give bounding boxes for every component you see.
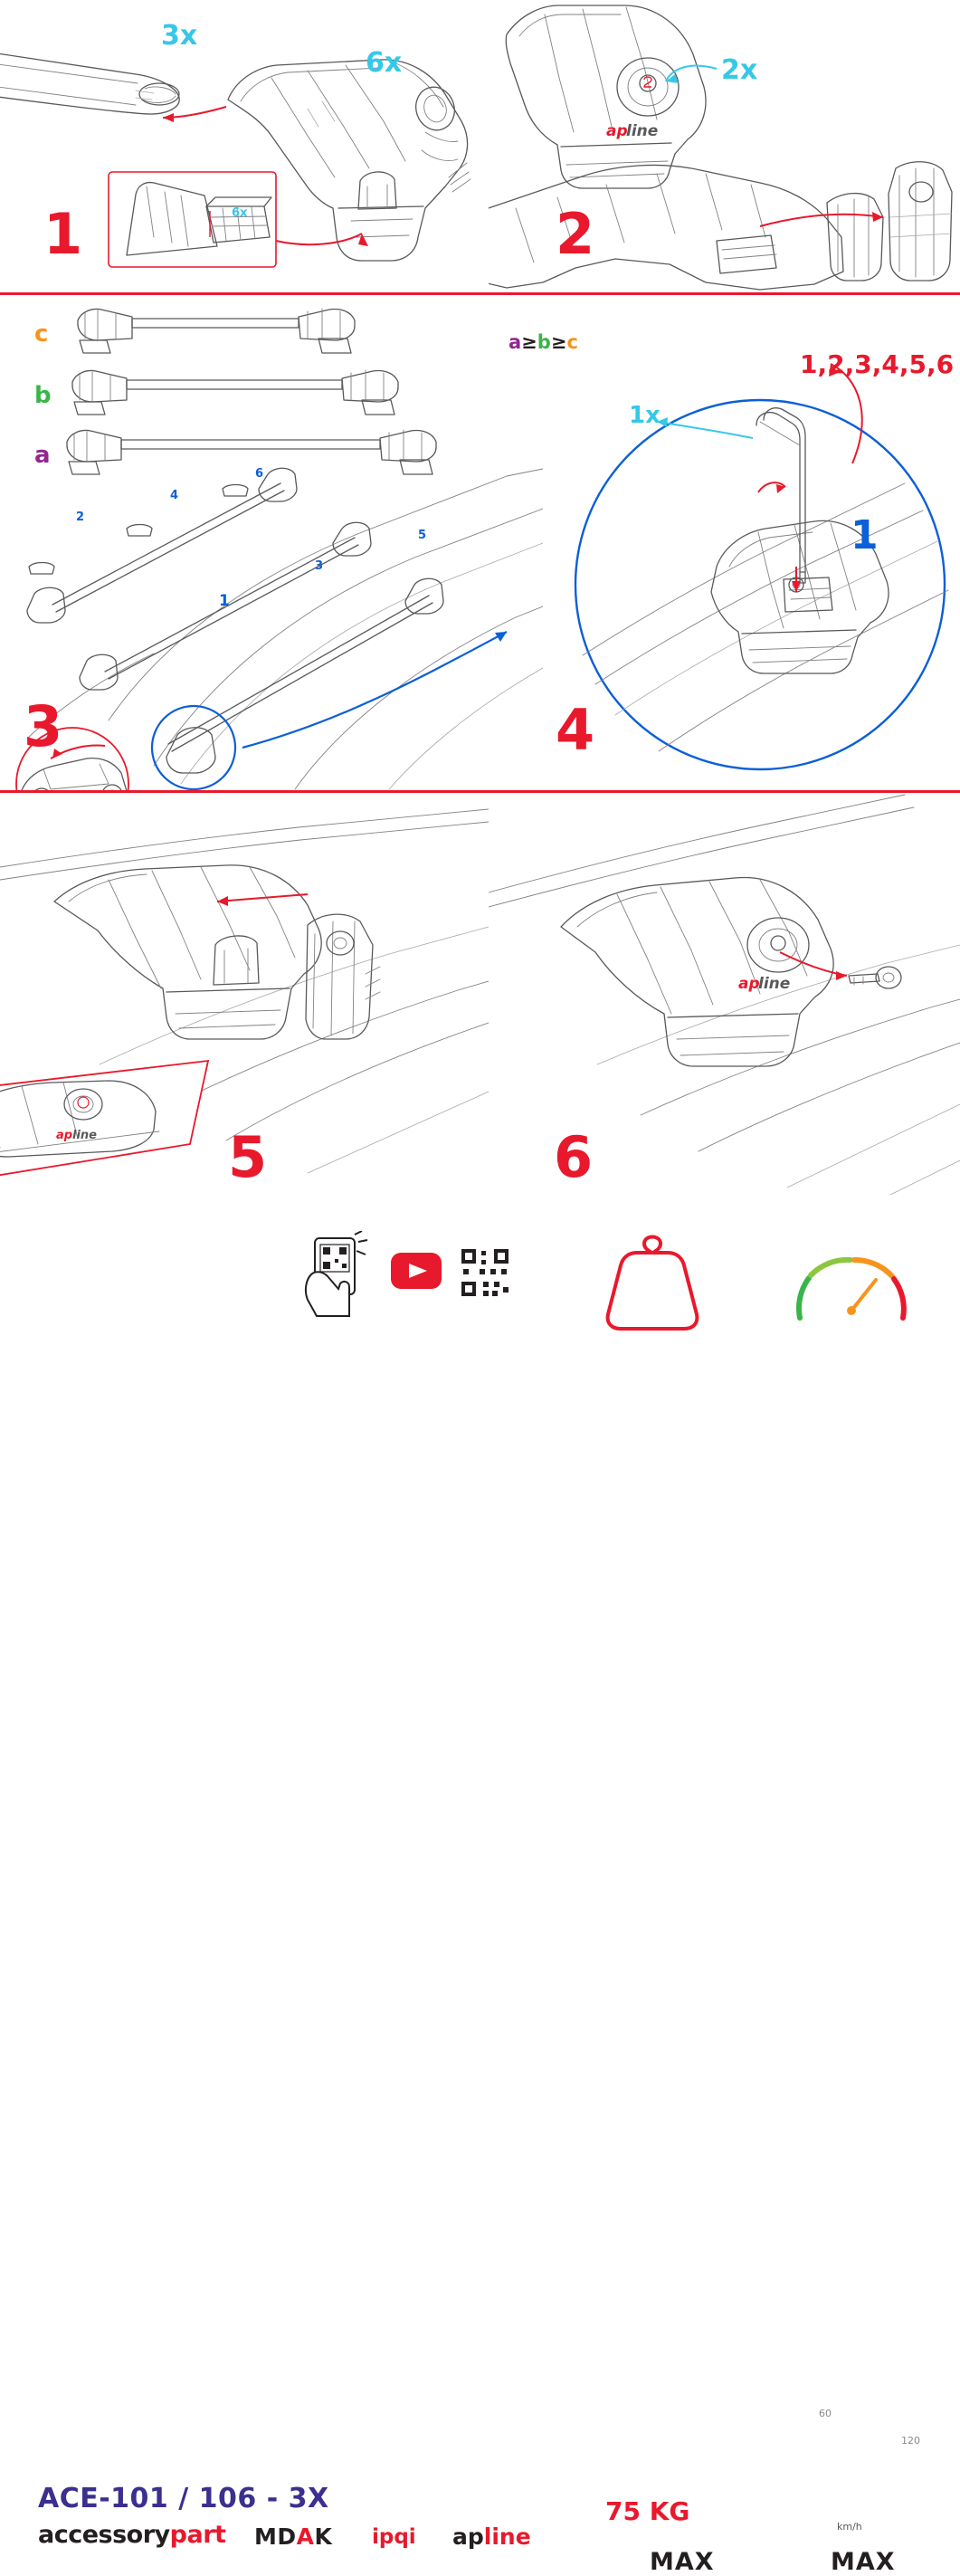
speed-tick-120: 120 (901, 2435, 920, 2447)
speedometer-icon (799, 1260, 904, 1318)
brand-mdak (254, 2524, 332, 2550)
step-2-panel (489, 0, 960, 292)
ineq-c: c (566, 331, 578, 353)
roof-bar-drawing (0, 52, 179, 114)
bar-length-label-c: c (34, 320, 49, 348)
bar-variant-b-drawing (72, 370, 398, 415)
bar-length-label-b: b (34, 382, 52, 409)
mount-number-6: 6 (255, 467, 264, 481)
footer (0, 1231, 960, 2576)
svg-text:ap: ap (606, 122, 628, 140)
step-3-number: 3 (24, 693, 62, 759)
brand-ipqi: ipqi (372, 2525, 416, 2549)
key-drawing (849, 967, 901, 988)
ineq-b: b (537, 331, 551, 353)
brand-accessorypart (38, 2521, 225, 2549)
youtube-icon[interactable] (391, 1253, 442, 1289)
step-6-number: 6 (554, 1124, 593, 1190)
step-5-inset-detail (0, 1061, 208, 1184)
brand-apline-part1: ap (452, 2524, 484, 2550)
step-1-number: 1 (43, 201, 82, 267)
step-1-panel (0, 0, 489, 292)
step-3-illustration (0, 295, 543, 790)
step-1-qty-feet: 6x (366, 47, 403, 79)
step-5-arrows (217, 894, 308, 906)
brand-mdak-part1: MD (254, 2524, 297, 2550)
brand-apline (452, 2524, 531, 2550)
bar-variant-c-drawing (78, 309, 355, 353)
locked-foot-drawing (561, 877, 833, 1066)
svg-text:line: line (72, 1129, 97, 1142)
svg-text:ap: ap (56, 1129, 73, 1142)
mount-number-3: 3 (315, 559, 324, 573)
svg-text:line: line (758, 975, 791, 993)
brand-mdak-part2: A (296, 2524, 315, 2550)
step-2-qty-locks: 2x (721, 54, 758, 86)
bar-and-foot-drawing (54, 865, 380, 1039)
step-4-panel (543, 295, 960, 790)
step-1-inset-qty: 6x (232, 206, 248, 220)
mount-number-4: 4 (170, 489, 179, 502)
step-2-number: 2 (556, 201, 594, 267)
mount-number-1: 1 (219, 592, 230, 610)
step-4-turn-count: 1 (851, 512, 879, 558)
speed-limit-caption: MAX (831, 2548, 896, 2576)
ineq-ge2: ≥ (550, 331, 567, 353)
brand-accessorypart-part2: part (169, 2521, 226, 2549)
step-4-detail-circle (575, 400, 945, 769)
bar-length-label-a: a (34, 442, 51, 469)
svg-text:ap: ap (738, 975, 760, 993)
svg-text:line: line (626, 122, 659, 140)
weight-limit-icon (608, 1237, 698, 1330)
brand-mdak-part3: K (314, 2524, 333, 2550)
step-4-sequence: 1,2,3,4,5,6 (800, 349, 955, 379)
brand-apline-part2: line (483, 2524, 531, 2550)
step-3-panel (0, 295, 578, 790)
qr-scan-phone-icon (306, 1231, 367, 1316)
bar-variant-a-drawing (67, 430, 436, 474)
ineq-ge1: ≥ (521, 331, 537, 353)
load-limit-caption: MAX (650, 2548, 715, 2576)
ineq-a: a (509, 331, 522, 353)
qr-code-icon (460, 1247, 510, 1298)
model-code: ACE-101 / 106 - 3X (38, 2483, 329, 2514)
step-3-to-step-4-arrow (242, 632, 507, 748)
load-limit-value: 75 KG (605, 2496, 690, 2526)
mount-number-2: 2 (76, 510, 85, 524)
brand-accessorypart-part1: accessory (38, 2521, 170, 2549)
speed-tick-60: 60 (819, 2408, 832, 2419)
step-1-inset-detail (109, 172, 276, 267)
car-roof-drawing (27, 468, 543, 789)
roof-bar-foot-lock-drawing (506, 5, 706, 188)
step-1-qty-bars: 3x (161, 20, 198, 52)
mount-number-5: 5 (418, 529, 427, 542)
step-4-number: 4 (556, 697, 594, 763)
step-6-panel (489, 793, 960, 1231)
step-3-focus-circle (152, 706, 235, 789)
step-4-qty-tool: 1x (629, 402, 661, 429)
speed-unit-label: km/h (837, 2521, 862, 2533)
footer-icons (0, 1231, 960, 1358)
step-5-number: 5 (228, 1124, 267, 1190)
step-4-arrows (657, 364, 862, 592)
step-5-panel (0, 793, 489, 1231)
step-2-arrows (666, 66, 883, 226)
